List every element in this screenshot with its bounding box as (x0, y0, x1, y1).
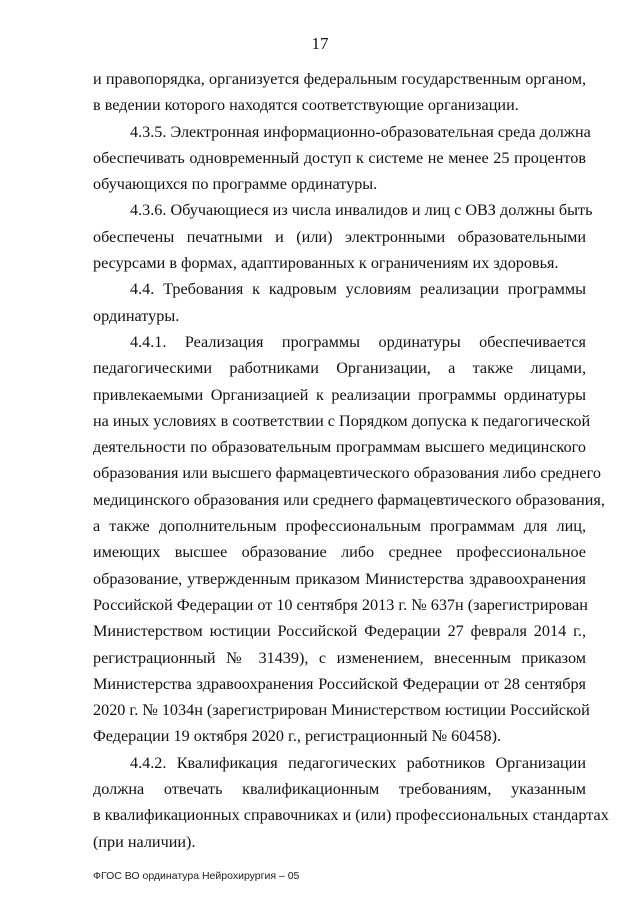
text-line: и правопорядка, организуется федеральным государственным органом, (93, 70, 586, 88)
text-line: в ведении которого находятся соответствующие организации. (93, 96, 519, 115)
text-line: Российской Федерации от 10 сентября 2013 г. № 637н (зарегистрирован (93, 595, 588, 614)
text-line: Федерации 19 октября 2020 г., регистрационный № 60458). (93, 727, 502, 746)
text-line: Министерством юстиции Российской Федерации 27 февраля 2014 г., (93, 622, 586, 641)
paragraph-4-4 (93, 276, 586, 329)
text-line: в квалификационных справочниках и (или) профессиональных стандартах (93, 806, 609, 825)
text-line: педагогическими работниками Организации, а также лицами, (93, 359, 586, 378)
footer-note: ФГОС ВО ординатура Нейрохирургия – 05 (93, 870, 300, 882)
text-line: 4.3.5. Электронная информационно-образовательная среда должна (130, 122, 591, 141)
text-line: ординатуры. (93, 306, 180, 325)
text-line: (при наличии). (93, 832, 196, 851)
paragraph-continuation (93, 66, 586, 119)
text-line: на иных условиях в соответствии с Порядком допуска к педагогической (93, 411, 591, 430)
paragraph-4-3-5 (93, 119, 591, 198)
text-line: должна отвечать квалификационным требованиям, указанным (93, 780, 586, 799)
text-line: привлекаемыми Организацией к реализации программы ординатуры (93, 385, 586, 404)
paragraph-4-3-6 (93, 197, 593, 276)
page-number: 17 (311, 34, 329, 53)
text-line: обеспечивать одновременный доступ к системе не менее 25 процентов (93, 148, 586, 167)
text-line: образования или высшего фармацевтического образования либо среднего (93, 464, 601, 483)
text-line: 4.4. Требования к кадровым условиям реализации программы (130, 280, 586, 299)
text-line: 4.4.2. Квалификация педагогических работников Организации (130, 753, 586, 772)
text-line: 4.3.6. Обучающиеся из числа инвалидов и лиц с ОВЗ должны быть (130, 201, 593, 220)
text-line: обеспечены печатными и (или) электронными образовательными (93, 227, 586, 246)
paragraph-4-4-1 (93, 329, 605, 750)
text-line: деятельности по образовательным программам высшего медицинского (93, 438, 586, 457)
document-body (93, 66, 609, 855)
text-line: имеющих высшее образование либо среднее профессиональное (93, 543, 586, 562)
text-line: медицинского образования или среднего фармацевтического образования, (93, 490, 605, 509)
text-line: Министерства здравоохранения Российской Федерации от 28 сентября (93, 674, 586, 693)
text-line: регистрационный № 31439), с изменением, внесенным приказом (93, 648, 586, 667)
text-line: 2020 г. № 1034н (зарегистрирован Министерством юстиции Российской (93, 701, 590, 720)
text-line: ресурсами в формах, адаптированных к ограничениям их здоровья. (93, 254, 559, 273)
text-line: 4.4.1. Реализация программы ординатуры обеспечивается (130, 332, 586, 351)
text-line: а также дополнительным профессиональным программам для лиц, (93, 517, 586, 536)
paragraph-4-4-2 (93, 750, 609, 855)
text-line: обучающихся по программе ординатуры. (93, 175, 378, 194)
text-line: образование, утвержденным приказом Министерства здравоохранения (93, 569, 586, 588)
